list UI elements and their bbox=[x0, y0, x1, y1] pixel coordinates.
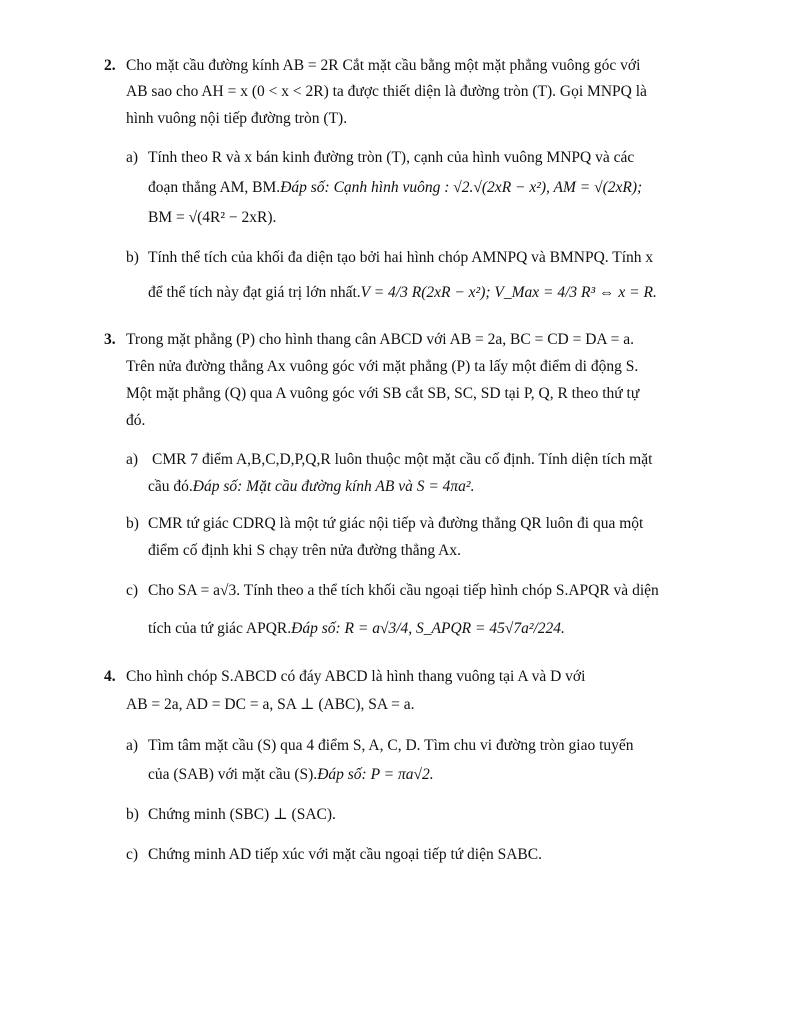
problem-2-number: 2. bbox=[104, 57, 116, 74]
problem-2a-line-1: Tính theo R và x bán kinh đường tròn (T), cạnh của hình vuông MNPQ và các bbox=[148, 149, 635, 166]
problem-3a-text: cầu đó. bbox=[148, 478, 193, 495]
problem-2-line-1: Cho mặt cầu đường kính AB = 2R Cắt mặt cầu bằng một mặt phẳng vuông góc với bbox=[126, 57, 641, 74]
problem-3-line-1: Trong mặt phẳng (P) cho hình thang cân ABCD với AB = 2a, BC = CD = DA = a. bbox=[126, 331, 635, 348]
problem-3b-line-2: điểm cố định khi S chạy trên nửa đường thẳng Ax. bbox=[148, 542, 461, 559]
problem-3-line-3: Một mặt phẳng (Q) qua A vuông góc với SB cắt SB, SC, SD tại P, Q, R theo thứ tự bbox=[126, 385, 640, 402]
problem-2b-text: để thể tích này đạt giá trị lớn nhất. bbox=[148, 284, 361, 301]
problem-4a-label: a) bbox=[126, 737, 139, 754]
problem-2-line-2: AB sao cho AH = x (0 < x < 2R) ta được thiết diện là đường tròn (T). Gọi MNPQ là bbox=[126, 83, 647, 100]
problem-2a-label: a) bbox=[126, 149, 139, 166]
problem-2a-answer: Đáp số: Cạnh hình vuông : √2.√(2xR − x²), AM = √(2xR); bbox=[280, 179, 643, 196]
problem-2b-answer: V = 4/3 R(2xR − x²); V_Max = 4/3 R³ ⇔ x = R. bbox=[360, 284, 657, 301]
problem-2b-label: b) bbox=[126, 249, 139, 266]
problem-2b-line-2 bbox=[148, 283, 657, 303]
problem-3c-text: tích của tứ giác APQR. bbox=[148, 620, 292, 637]
problem-3c-line-2 bbox=[148, 619, 565, 639]
problem-4c-line-1: Chứng minh AD tiếp xúc với mặt cầu ngoại tiếp tứ diện SABC. bbox=[148, 846, 542, 863]
problem-4c-label: c) bbox=[126, 846, 139, 863]
problem-3c-label: c) bbox=[126, 582, 139, 599]
problem-4-number: 4. bbox=[104, 668, 116, 685]
problem-3c-answer: Đáp số: R = a√3/4, S_APQR = 45√7a²/224. bbox=[291, 620, 565, 637]
problem-4-line-2: AB = 2a, AD = DC = a, SA ⊥ (ABC), SA = a. bbox=[126, 696, 415, 713]
problem-3-number: 3. bbox=[104, 331, 116, 348]
problem-4-line-1: Cho hình chóp S.ABCD có đáy ABCD là hình thang vuông tại A và D với bbox=[126, 668, 586, 685]
problem-3a-line-2 bbox=[148, 477, 474, 497]
problem-4b-label: b) bbox=[126, 806, 139, 823]
problem-2-line-3: hình vuông nội tiếp đường tròn (T). bbox=[126, 110, 348, 127]
problem-4a-line-2 bbox=[148, 765, 434, 785]
problem-4b-line-1: Chứng minh (SBC) ⊥ (SAC). bbox=[148, 806, 336, 823]
problem-3a-line-1: CMR 7 điểm A,B,C,D,P,Q,R luôn thuộc một mặt cầu cố định. Tính diện tích mặt bbox=[152, 451, 653, 468]
problem-4a-line-1: Tìm tâm mặt cầu (S) qua 4 điểm S, A, C, D. Tìm chu vi đường tròn giao tuyến bbox=[148, 737, 634, 754]
problem-2b-line-1: Tính thể tích của khối đa diện tạo bởi hai hình chóp AMNPQ và BMNPQ. Tính x bbox=[148, 249, 654, 266]
problem-3-line-4: đó. bbox=[126, 412, 146, 429]
problem-3a-answer: Đáp số: Mặt cầu đường kính AB và S = 4πa². bbox=[192, 478, 475, 495]
problem-2a-text: đoạn thẳng AM, BM. bbox=[148, 179, 281, 196]
problem-3b-line-1: CMR tứ giác CDRQ là một tứ giác nội tiếp và đường thẳng QR luôn đi qua một bbox=[148, 515, 644, 532]
problem-2a-line-3: BM = √(4R² − 2xR). bbox=[148, 209, 277, 226]
problem-3a-label: a) bbox=[126, 451, 139, 468]
problem-4a-text: của (SAB) với mặt cầu (S). bbox=[148, 766, 318, 783]
problem-3c-line-1: Cho SA = a√3. Tính theo a thể tích khối cầu ngoại tiếp hình chóp S.APQR và diện bbox=[148, 582, 659, 599]
problem-3b-label: b) bbox=[126, 515, 139, 532]
problem-3-line-2: Trên nửa đường thẳng Ax vuông góc với mặt phẳng (P) ta lấy một điểm di động S. bbox=[126, 358, 639, 375]
problem-4a-answer: Đáp số: P = πa√2. bbox=[317, 766, 434, 783]
problem-2a-line-2 bbox=[148, 178, 642, 198]
